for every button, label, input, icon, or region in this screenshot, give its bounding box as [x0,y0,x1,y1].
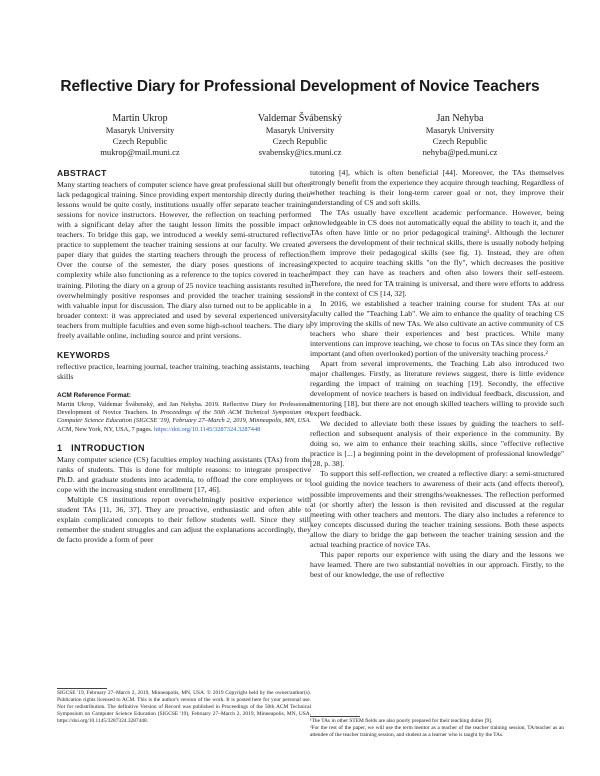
left-column [57,168,311,545]
body-paragraph-1: tutoring [4], which is often beneficial [44]. Moreover, the TAs themselves strongly benefit from the experience they acquire through teaching. Regardless of whether teaching is their long-term career goal or not, they improve their understanding of CS and soft skills. [310,168,564,208]
body-paragraph-4: Apart from several improvements, the Teaching Lab also introduced two major challenges. Firstly, as literature reviews suggest, there is little evidence regarding the impact of training on teaching [19]. Secondly, the effective development of novice teachers is based on individual feedback, discussion, and mentoring [18], but there are not enough skilled teachers willing to provide such expert feedback. [310,358,564,419]
intro-paragraph-2: Multiple CS institutions report overwhelmingly positive experience with student TAs [11, 36, 37]. They are proactive, enthusiastic and often able to explain complicated concepts to their fellow students well. Since they still remember the student struggles and can adjust the explanations accordingly, they de facto provide a form of peer [57,495,311,545]
footnote-2: ²For the rest of the paper, we will use the term mentor as a teacher of the teacher training session, TA/teacher as an attendee of the teacher training session, and student as a learner who is taught by the TAs. [310,725,564,738]
keywords-text: reflective practice, learning journal, teacher training, teaching assistants, teaching skills [57,361,310,381]
author-2 [220,112,380,158]
body-paragraph-6: To support this self-reflection, we created a reflective diary: a semi-structured tool guiding the novice teachers to awareness of their acts (and effects thereof), possible improvements and their strengths/weaknesses. The reflection performed at (or shortly after) the lesson is then revisited and discussed at the regular meeting with other teachers and mentors. The diary also includes a reference to key concepts discussed during the teacher training sessions. Both these aspects allow the diary to bridge the gap between the teacher training session and the actual teaching practice of novice TAs. [310,469,564,549]
author-affiliation: Masaryk University [425,125,495,135]
author-affiliation: Masaryk University [265,125,335,135]
body-paragraph-2: The TAs usually have excellent academic performance. However, being knowledgeable in CS does not automatically equal the ability to teach it, and the TAs often have little or no prior pedagogical training¹. Although the lecturer oversees the development of their technical skills, there is usually nobody helping them improve their pedagogical skills (see fig. 1). Instead, they are often expected to acquire teaching skills "on the fly", which decreases the positive impact they can have as teachers and often also lowers their self-esteem. Therefore, the need for TA training is universal, and there were efforts to address it in the context of CS [14, 32]. [310,208,564,298]
acm-reference-text [57,401,311,434]
acm-reference-heading: ACM Reference Format: [57,391,132,399]
paper-title: Reflective Diary for Professional Development of Novice Teachers [60,78,540,95]
body-paragraph-5: We decided to alleviate both these issues by guiding the teachers to self-reflection and subsequent analysis of their experience in the community. By doing so, we aim to enhance their teaching skills, since "effective reflective practice is [...] a beginning point in the development of professional knowledge" [28, p. 38]. [310,419,564,469]
intro-paragraph-1: Many computer science (CS) faculties employ teaching assistants (TAs) from the ranks of students. This is done for multiple reasons: to integrate prospective Ph.D. and graduate students into academia, to offload the core employees or to cope with the increasing student enrollment [17, 46]. [57,454,311,494]
author-name: Jan Nehyba [436,113,484,124]
author-country: Czech Republic [272,136,328,146]
author-3 [380,112,540,158]
footnotes-right [310,718,564,739]
footnote-rule-left [57,688,107,689]
author-country: Czech Republic [112,136,168,146]
author-email[interactable]: svabensky@ics.muni.cz [258,147,342,157]
footnote-rule-right [310,716,360,717]
acm-reference-publisher: ACM, New York, NY, USA, 7 pages. [57,425,154,433]
doi-link[interactable]: https://doi.org/10.1145/3287324.3287448 [154,425,261,433]
footnote-1: ¹The TAs in other STEM fields are also poorly prepared for their teaching duties [9]. [310,718,493,724]
abstract-heading: ABSTRACT [57,168,107,178]
body-paragraph-7: This paper reports our experience with using the diary and the lessons we have learned. There are two substantial novelties in our approach. Firstly, to the best of our knowledge, the use of reflective [310,549,564,579]
right-column [310,168,564,580]
author-email[interactable]: nehyba@ped.muni.cz [422,147,498,157]
author-affiliation: Masaryk University [105,125,175,135]
author-1 [60,112,220,158]
author-block [60,112,540,158]
abstract-text: Many starting teachers of computer science have great professional skill but often lack pedagogical training. Since providing expert mentorship directly during their lessons would be quite costly, institutions usually offer separate teacher training sessions for novice instructors. However, the reflection on teaching performed with a significant delay after the taught lesson limits the possible impact on teachers. To bridge this gap, we introduced a weekly semi-structured reflective practice to supplement the teacher training sessions at our faculty. We created a paper diary that guides the starting teachers through the process of reflection. Over the course of the semester, the diary poses questions of increasing complexity while also functioning as a reference to the topics covered in teacher training. Piloting the diary on a group of 25 novice teaching assistants resulted in overwhelmingly positive responses and provided the teacher training sessions with valuable input for discussion. The diary also turned out to be applicable in a broader context: it was appreciated and used by several experienced university teachers from multiple faculties and even some high-school teachers. The diary is freely available online, including source and print versions. [57,180,311,340]
author-name: Valdemar Švábenský [257,113,343,124]
author-country: Czech Republic [432,136,488,146]
copyright-footnote: SIGCSE '19, February 27–March 2, 2019, Minneapolis, MN, USA. © 2019 Copyright held by the owner/author(s). Publication rights licensed to ACM. This is the author's version of the work. It is posted here for your personal use. Not for redistribution. The definitive Version of Record was published in Proceedings of the 50th ACM Technical Symposium on Computer Science Education (SIGCSE '19), February 27–March 2, 2019, Minneapolis, MN, USA, https://doi.org/10.1145/3287324.3287448. [57,690,311,724]
introduction-heading: 1 INTRODUCTION [57,442,145,453]
acm-reference-authors: Martin Ukrop, Valdemar Švábenský, and Jan Nehyba. 2019. Reflective Diary for Professional Development of Novice Teachers. In [57,400,311,417]
author-name: Martin Ukrop [112,113,168,124]
author-email[interactable]: mukrop@mail.muni.cz [100,147,180,157]
keywords-heading: KEYWORDS [57,349,111,360]
body-paragraph-3: In 2016, we established a teacher training course for student TAs at our faculty called the "Teaching Lab". We aim to enhance the quality of teaching CS by improving the skills of new TAs. We also cultivate an active community of CS teachers who share their experiences and best practices. While many interventions can improve teaching, we chose to focus on TAs since they form an important (and often overlooked) portion of the university teaching process.² [310,298,564,358]
acm-reference-venue: Proceedings of the 50th ACM Technical Symposium on Computer Science Education (SIGCSE '19), February 27–March 2, 2019, Minneapolis, MN, USA. [57,409,311,425]
